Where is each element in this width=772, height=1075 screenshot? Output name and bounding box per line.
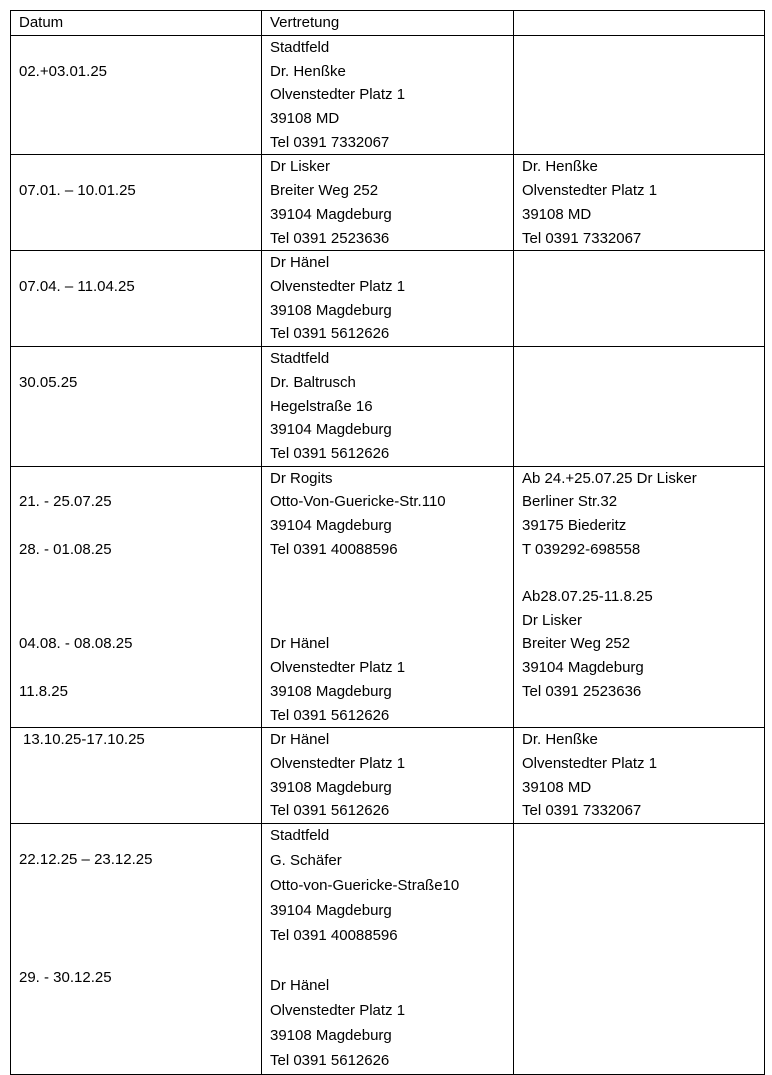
cell-line: Dr Hänel: [270, 977, 330, 995]
cell-line: [19, 347, 261, 371]
cell-line: Stadtfeld: [270, 827, 330, 845]
cell-line: Dr. Baltrusch: [270, 373, 356, 391]
cell-line: 21. - 25.07.25: [19, 493, 112, 511]
cell-line: Dr Lisker: [522, 611, 583, 629]
vertretung-cell: [262, 36, 514, 155]
extra-cell: [514, 155, 765, 251]
cell-line: 02.+03.01.25: [19, 62, 108, 80]
cell-line: 07.01. – 10.01.25: [19, 182, 136, 200]
extra-cell: [514, 824, 765, 1075]
header-vertretung: [262, 11, 514, 36]
extra-cell: [514, 347, 765, 466]
cell-line: 30.05.25: [19, 373, 78, 391]
cell-line: [19, 585, 261, 609]
cell-line: Olvenstedter Platz 1: [522, 182, 658, 200]
cell-line: 22.12.25 – 23.12.25: [19, 850, 153, 868]
cell-line: Tel 0391 7332067: [522, 229, 642, 247]
cell-line: Tel 0391 5612626: [270, 325, 390, 343]
cell-line: Tel 0391 40088596: [270, 927, 398, 945]
cell-line: Tel 0391 7332067: [522, 802, 642, 820]
cell-line: 39104 Magdeburg: [522, 659, 644, 677]
cell-line: Breiter Weg 252: [522, 635, 631, 653]
cell-line: [19, 561, 261, 585]
vertretung-cell: [262, 347, 514, 466]
cell-line: Tel 0391 5612626: [270, 444, 390, 462]
cell-line: [19, 824, 261, 848]
cell-line: [19, 467, 261, 491]
cell-line: 07.04. – 11.04.25: [19, 277, 135, 295]
cell-line: 39175 Biederitz: [522, 517, 627, 534]
cell-line: Stadtfeld: [270, 350, 330, 368]
cell-line: Ab28.07.25-11.8.25: [522, 588, 653, 606]
header-empty: [514, 11, 765, 36]
extra-cell: [514, 36, 765, 155]
cell-line: Tel 0391 5612626: [270, 706, 390, 724]
cell-line: G. Schäfer: [270, 852, 342, 870]
extra-cell: [514, 466, 765, 728]
header-datum: [11, 11, 262, 36]
cell-line: Dr. Henßke: [270, 62, 346, 80]
table-row: [11, 466, 765, 728]
table-row: [11, 728, 765, 824]
cell-line: T 039292-698558: [522, 540, 641, 558]
header-row: [11, 11, 765, 36]
table-row: [11, 251, 765, 347]
cell-line: Tel 0391 5612626: [270, 1052, 390, 1070]
table-row: [11, 824, 765, 1075]
datum-cell: [11, 155, 262, 251]
vertretung-cell: [262, 155, 514, 251]
cell-line: Hegelstraße 16: [270, 397, 373, 415]
cell-line: 39108 Magdeburg: [270, 682, 392, 700]
cell-line: 39108 Magdeburg: [270, 1027, 392, 1045]
datum-cell: [11, 347, 262, 466]
vertretung-cell: [262, 251, 514, 347]
cell-line: [19, 943, 261, 967]
cell-line: Olvenstedter Platz 1: [522, 754, 658, 772]
cell-line: 39108 MD: [522, 778, 592, 796]
table-row: [11, 155, 765, 251]
cell-line: 04.08. - 08.08.25: [19, 635, 133, 653]
table-body: [11, 11, 765, 1075]
cell-line: 39108 MD: [270, 110, 340, 128]
cell-line: Otto-von-Guericke-Straße10: [270, 877, 460, 895]
vertretung-cell: [262, 466, 514, 728]
cell-line: [270, 585, 513, 609]
datum-cell: [11, 466, 262, 728]
cell-line: 28. - 01.08.25: [19, 540, 112, 558]
cell-line: Olvenstedter Platz 1: [270, 277, 406, 295]
cell-line: 13.10.25-17.10.25: [23, 731, 145, 749]
cell-line: 39108 MD: [522, 205, 592, 223]
cell-line: [19, 872, 261, 896]
vertretung-cell: [262, 728, 514, 824]
cell-line: [19, 155, 261, 179]
cell-line: Otto-Von-Guericke-Str.110: [270, 493, 446, 511]
cell-line: Dr Hänel: [270, 635, 330, 653]
cell-line: Tel 0391 7332067: [270, 133, 390, 151]
cell-line: 29. - 30.12.25: [19, 969, 112, 987]
cell-line: Olvenstedter Platz 1: [270, 754, 406, 772]
cell-line: [19, 656, 261, 680]
cell-line: Breiter Weg 252: [270, 182, 379, 200]
cell-line: Dr. Henßke: [522, 158, 598, 176]
cell-line: [19, 36, 261, 60]
datum-cell: [11, 728, 262, 824]
cell-line: Tel 0391 2523636: [522, 682, 642, 700]
cell-line: 39104 Magdeburg: [270, 902, 392, 920]
cell-line: Dr Hänel: [270, 254, 330, 272]
cell-line: Tel 0391 5612626: [270, 802, 390, 820]
cell-line: 39104 Magdeburg: [270, 517, 392, 534]
cell-line: [522, 561, 764, 585]
datum-cell: [11, 824, 262, 1075]
vertretung-table: [10, 10, 765, 1075]
cell-line: Olvenstedter Platz 1: [270, 1002, 406, 1020]
cell-line: Olvenstedter Platz 1: [270, 86, 406, 104]
datum-cell: [11, 36, 262, 155]
cell-line: 39104 Magdeburg: [270, 421, 392, 439]
cell-line: [19, 251, 261, 275]
cell-line: [19, 609, 261, 633]
cell-line: 11.8.25: [19, 682, 68, 700]
cell-line: Berliner Str.32: [522, 493, 618, 511]
extra-cell: [514, 728, 765, 824]
cell-line: [270, 561, 513, 585]
header-label: Vertretung: [270, 14, 340, 31]
cell-line: 39108 Magdeburg: [270, 778, 392, 796]
table-row: [11, 36, 765, 155]
cell-line: [19, 919, 261, 943]
cell-line: Ab 24.+25.07.25 Dr Lisker: [522, 469, 697, 487]
cell-line: 39104 Magdeburg: [270, 205, 392, 223]
cell-line: Stadtfeld: [270, 39, 330, 56]
cell-line: Tel 0391 2523636: [270, 229, 390, 247]
cell-line: Tel 0391 40088596: [270, 540, 398, 558]
vertretung-cell: [262, 824, 514, 1075]
header-label: Datum: [19, 14, 64, 31]
cell-line: Dr Rogits: [270, 469, 333, 487]
table-row: [11, 347, 765, 466]
cell-line: [19, 895, 261, 919]
cell-line: Olvenstedter Platz 1: [270, 659, 406, 677]
cell-line: Dr Lisker: [270, 158, 331, 176]
extra-cell: [514, 251, 765, 347]
header-label: [522, 11, 764, 35]
cell-line: 39108 Magdeburg: [270, 301, 392, 319]
cell-line: Dr. Henßke: [522, 731, 598, 749]
cell-line: [19, 514, 261, 538]
datum-cell: [11, 251, 262, 347]
cell-line: Dr Hänel: [270, 731, 330, 749]
cell-line: [270, 609, 513, 633]
cell-line: [270, 949, 513, 974]
